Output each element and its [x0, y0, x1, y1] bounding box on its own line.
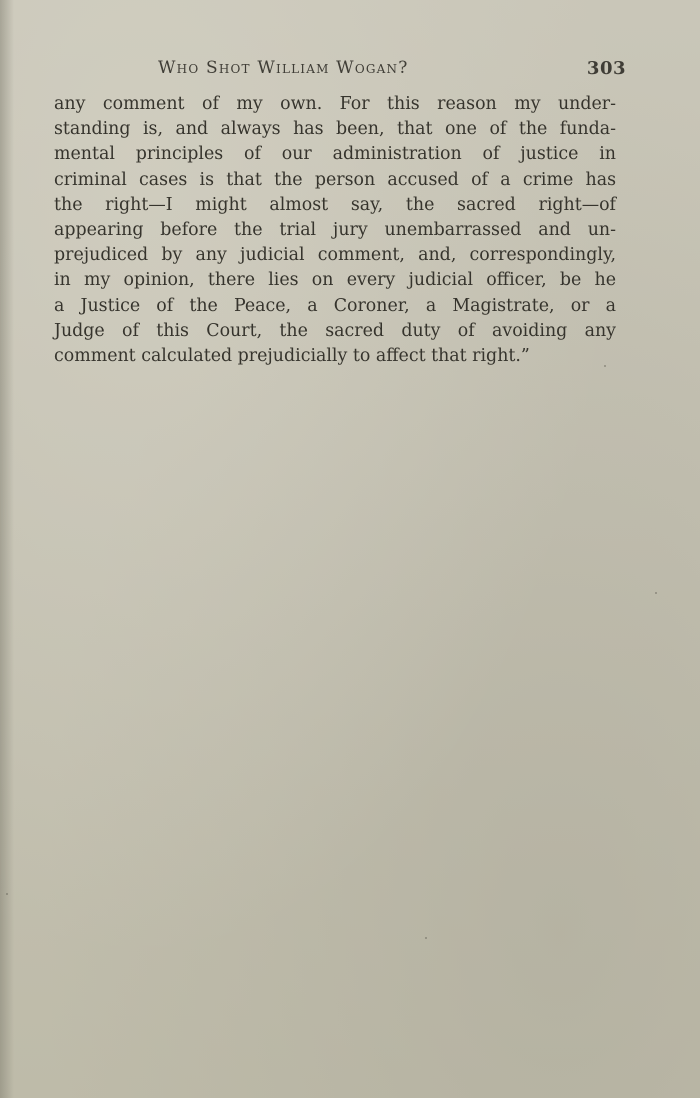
- page-number: 303: [586, 58, 626, 79]
- paper-speck: [655, 592, 657, 594]
- text-line: prejudiced by any judicial comment, and, correspondingly,: [54, 245, 616, 266]
- text-line: a Justice of the Peace, a Coroner, a Magistrate, or a: [54, 295, 616, 316]
- paper-speck: [425, 937, 427, 939]
- text-line: criminal cases is that the person accused of a crime has: [54, 169, 616, 190]
- text-line: appearing before the trial jury unembarrassed and un-: [54, 219, 616, 240]
- text-line: comment calculated prejudicially to affect that right.”: [54, 345, 530, 366]
- body-paragraph: [54, 92, 616, 369]
- text-line: Judge of this Court, the sacred duty of avoiding any: [54, 320, 616, 341]
- running-head: [56, 58, 626, 86]
- text-line: standing is, and always has been, that one of the funda-: [54, 119, 616, 140]
- text-line: any comment of my own. For this reason my under-: [54, 94, 616, 114]
- text-line: in my opinion, there lies on every judicial officer, be he: [54, 270, 616, 291]
- text-line: the right—I might almost say, the sacred right—of: [54, 194, 616, 215]
- binding-edge-shadow: [0, 0, 14, 1098]
- paper-speck: [6, 893, 8, 895]
- text-line: mental principles of our administration of justice in: [54, 144, 616, 165]
- paper-speck: [604, 365, 606, 367]
- running-head-title: Who Shot William Wogan?: [158, 58, 409, 78]
